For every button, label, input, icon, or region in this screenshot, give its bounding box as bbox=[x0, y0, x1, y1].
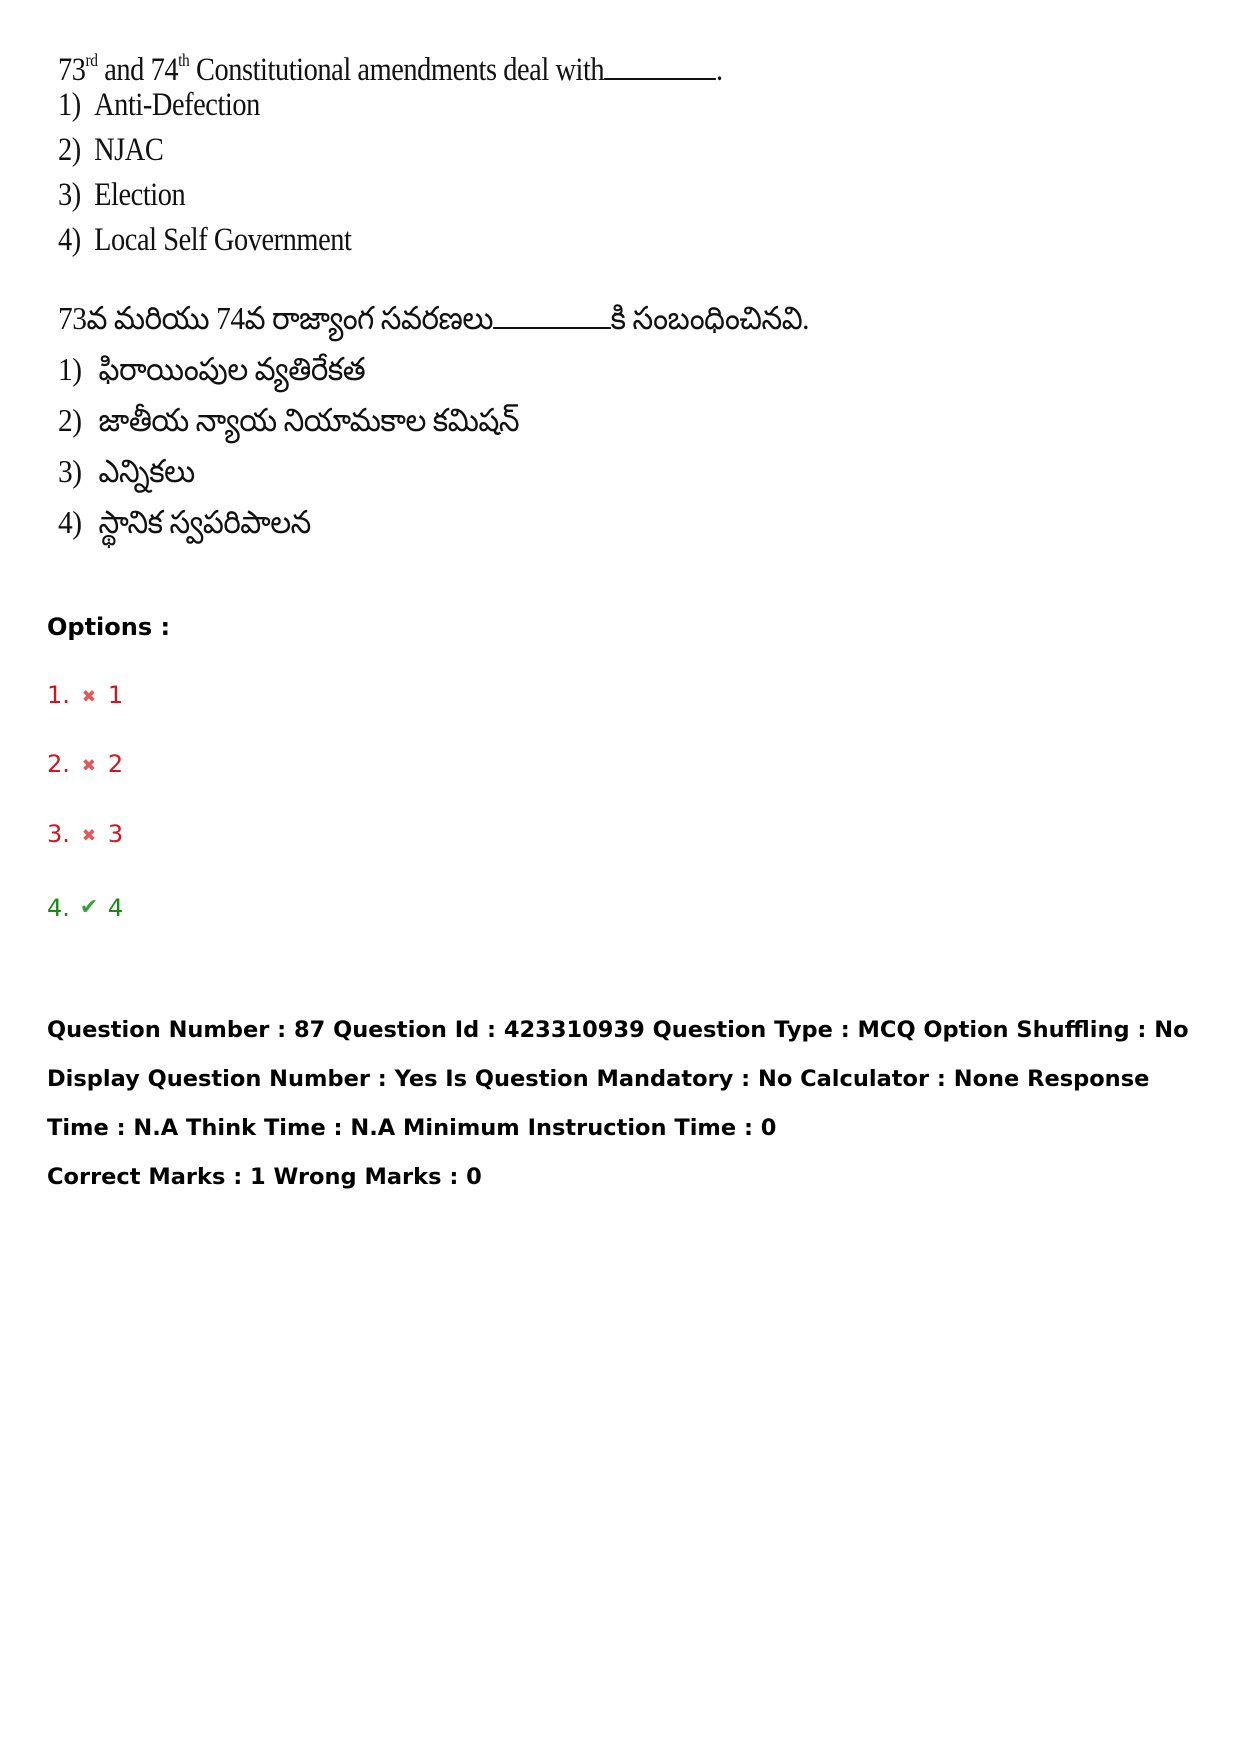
option-text: Anti-Defection bbox=[94, 87, 260, 123]
question-option-te bbox=[58, 344, 886, 395]
option-value: 3 bbox=[107, 820, 124, 848]
cross-icon: ✖ bbox=[81, 756, 97, 776]
cross-icon: ✖ bbox=[81, 687, 97, 707]
question-option-te bbox=[58, 497, 886, 548]
option-number: 4) bbox=[58, 504, 82, 540]
option-index: 1. bbox=[47, 681, 70, 709]
question-option-te bbox=[58, 395, 886, 446]
answer-option-3 bbox=[47, 819, 123, 851]
question-option-en bbox=[58, 218, 832, 263]
question-option-en bbox=[58, 128, 832, 173]
question-stem-te bbox=[58, 293, 886, 344]
stem-text: కి సంబంధించినవి. bbox=[610, 300, 810, 336]
answer-option-2 bbox=[47, 749, 123, 781]
question-option-te bbox=[58, 446, 886, 497]
option-index: 4. bbox=[47, 894, 70, 922]
fill-blank bbox=[493, 297, 611, 329]
option-text: స్థానిక స్వపరిపాలన bbox=[98, 504, 311, 540]
options-heading: Options : bbox=[47, 613, 171, 641]
option-number: 3) bbox=[58, 177, 81, 213]
stem-text: and 74 bbox=[97, 52, 179, 88]
option-text: Election bbox=[94, 177, 186, 213]
option-value: 4 bbox=[107, 894, 124, 922]
stem-text: 73వ మరియు 74వ రాజ్యాంగ సవరణలు bbox=[58, 300, 493, 336]
cross-icon: ✖ bbox=[81, 826, 97, 846]
question-image bbox=[58, 38, 958, 548]
ordinal-suffix: rd bbox=[85, 50, 98, 70]
option-value: 1 bbox=[107, 681, 124, 709]
option-value: 2 bbox=[107, 750, 124, 778]
question-option-en bbox=[58, 83, 832, 128]
option-number: 1) bbox=[58, 351, 82, 387]
question-telugu bbox=[58, 293, 958, 548]
option-number: 3) bbox=[58, 453, 82, 489]
stem-text: Constitutional amendments deal with bbox=[189, 52, 605, 88]
option-index: 2. bbox=[47, 750, 70, 778]
option-index: 3. bbox=[47, 820, 70, 848]
marks-info: Correct Marks : 1 Wrong Marks : 0 bbox=[47, 1164, 482, 1190]
answer-option-4 bbox=[47, 893, 123, 923]
stem-text: 73 bbox=[58, 52, 86, 88]
option-text: Local Self Government bbox=[94, 222, 352, 258]
option-number: 4) bbox=[58, 222, 81, 258]
question-option-en bbox=[58, 173, 832, 218]
question-stem-en bbox=[58, 38, 832, 88]
option-number: 2) bbox=[58, 132, 81, 168]
question-metadata: Question Number : 87 Question Id : 423310939 Question Type : MCQ Option Shuffling : No Display Question Number : Yes Is Question Mandatory : No Calculator : None Response Time : N.A Think Time : N.A Minimum Instruction Time : 0 bbox=[47, 1017, 1189, 1141]
ordinal-suffix: th bbox=[178, 50, 190, 70]
check-icon: ✔ bbox=[79, 895, 99, 920]
option-text: జాతీయ న్యాయ నియామకాల కమిషన్ bbox=[98, 402, 520, 438]
option-text: ఎన్నికలు bbox=[98, 453, 195, 489]
option-number: 2) bbox=[58, 402, 82, 438]
option-text: ఫిరాయింపుల వ్యతిరేకత bbox=[98, 351, 366, 387]
answer-option-1 bbox=[47, 680, 123, 712]
stem-text: . bbox=[715, 52, 723, 88]
option-number: 1) bbox=[58, 87, 81, 123]
fill-blank bbox=[604, 52, 716, 80]
option-text: NJAC bbox=[94, 132, 164, 168]
